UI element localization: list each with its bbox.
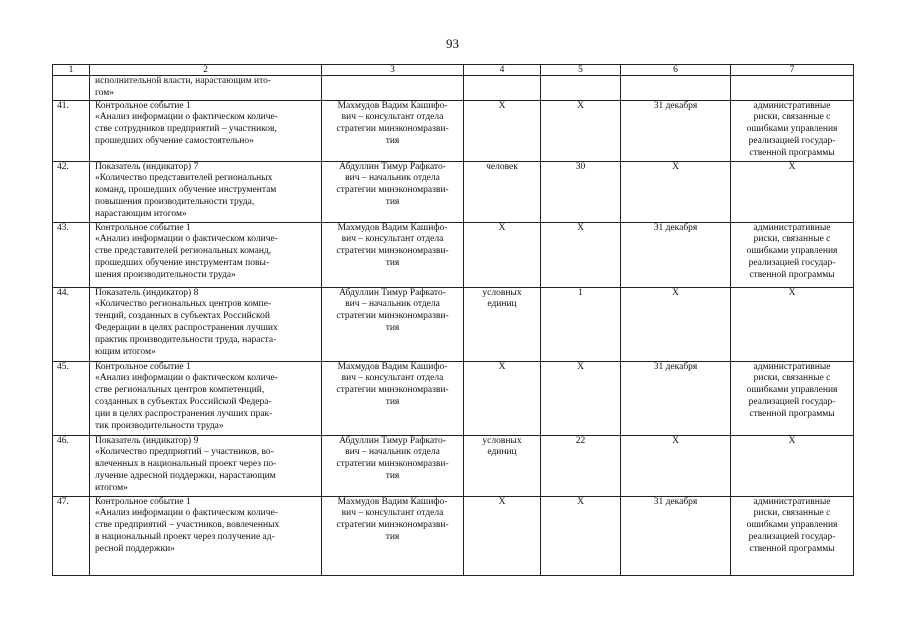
- date-cell: 31 декабря: [621, 100, 731, 161]
- risk-cell: X: [731, 435, 854, 496]
- unit-cell: X: [464, 100, 541, 161]
- event-description: Показатель (индикатор) 7 «Количество представителей региональных команд, прошедших обучение инструментам повышения производительности труда, нарастающим итогом»: [90, 161, 322, 222]
- responsible-person: Махмудов Вадим Кашифо- вич – консультант отдела стратегии минэкономразви- тия: [322, 496, 464, 575]
- row-number: 41.: [53, 100, 90, 161]
- plan-table: [52, 64, 854, 576]
- unit-cell: условных единиц: [464, 287, 541, 361]
- unit-cell: условных единиц: [464, 435, 541, 496]
- unit-cell: X: [464, 361, 541, 435]
- date-cell: X: [621, 287, 731, 361]
- value-cell: X: [541, 361, 621, 435]
- table-row: [53, 435, 854, 496]
- column-number: 3: [322, 65, 464, 76]
- date-cell: X: [621, 435, 731, 496]
- event-description: Показатель (индикатор) 9 «Количество предприятий – участников, во- влеченных в национальный проект через по- лучение адресной поддержки, нарастающим итогом»: [90, 435, 322, 496]
- risk-cell: X: [731, 287, 854, 361]
- row-number: 44.: [53, 287, 90, 361]
- value-cell: 30: [541, 161, 621, 222]
- responsible-person: Абдуллин Тимур Рафкато- вич – начальник отдела стратегии минэкономразви- тия: [322, 287, 464, 361]
- table-row: [53, 361, 854, 435]
- row-number: 45.: [53, 361, 90, 435]
- column-number: 6: [621, 65, 731, 76]
- column-number: 7: [731, 65, 854, 76]
- responsible-person: Махмудов Вадим Кашифо- вич – консультант отдела стратегии минэкономразви- тия: [322, 100, 464, 161]
- table-row: [53, 100, 854, 161]
- column-number-row: [53, 65, 854, 76]
- row-number: 42.: [53, 161, 90, 222]
- value-cell: 22: [541, 435, 621, 496]
- responsible-person: Абдуллин Тимур Рафкато- вич – начальник отдела стратегии минэкономразви- тия: [322, 161, 464, 222]
- column-number: 5: [541, 65, 621, 76]
- value-cell: X: [541, 100, 621, 161]
- table-row: [53, 287, 854, 361]
- event-description: Контрольное событие 1 «Анализ информации о фактическом количе- стве региональных центров компетенций, созданных в субъектах Российской Федера- ции в целях распространения лучших прак- тик производительности труда»: [90, 361, 322, 435]
- table-row: [53, 222, 854, 287]
- table-row: [53, 496, 854, 575]
- event-description: Контрольное событие 1 «Анализ информации о фактическом количе- стве предприятий – участников, вовлеченных в национальный проект через получение ад- ресной поддержки»: [90, 496, 322, 575]
- risk-cell: X: [731, 161, 854, 222]
- responsible-person: Махмудов Вадим Кашифо- вич – консультант отдела стратегии минэкономразви- тия: [322, 222, 464, 287]
- event-description: Контрольное событие 1 «Анализ информации о фактическом количе- стве сотрудников предприятий – участников, прошедших обучение самостоятельно»: [90, 100, 322, 161]
- risk-cell: административные риски, связанные с ошибками управления реализацией государ- ственной программы: [731, 361, 854, 435]
- value-cell: X: [541, 222, 621, 287]
- date-cell: 31 декабря: [621, 361, 731, 435]
- row-number: 43.: [53, 222, 90, 287]
- row-number: 47.: [53, 496, 90, 575]
- table-row: [53, 161, 854, 222]
- unit-cell: человек: [464, 161, 541, 222]
- continuation-row: [53, 76, 854, 101]
- value-cell: X: [541, 496, 621, 575]
- column-number: 4: [464, 65, 541, 76]
- event-description: Показатель (индикатор) 8 «Количество региональных центров компе- тенций, созданных в субъектах Российской Федерации в целях распространения лучших практик производительности труда, нараста- ющим итогом»: [90, 287, 322, 361]
- risk-cell: административные риски, связанные с ошибками управления реализацией государ- ственной программы: [731, 100, 854, 161]
- column-number: 2: [90, 65, 322, 76]
- continuation-text: исполнительной власти, нарастающим ито- гом»: [90, 76, 322, 101]
- unit-cell: X: [464, 496, 541, 575]
- risk-cell: административные риски, связанные с ошибками управления реализацией государ- ственной программы: [731, 496, 854, 575]
- risk-cell: административные риски, связанные с ошибками управления реализацией государ- ственной программы: [731, 222, 854, 287]
- date-cell: X: [621, 161, 731, 222]
- date-cell: 31 декабря: [621, 222, 731, 287]
- responsible-person: Махмудов Вадим Кашифо- вич – консультант отдела стратегии минэкономразви- тия: [322, 361, 464, 435]
- event-description: Контрольное событие 1 «Анализ информации о фактическом количе- стве представителей региональных команд, прошедших обучение инструментам повы- шения производительности труда»: [90, 222, 322, 287]
- column-number: 1: [53, 65, 90, 76]
- value-cell: 1: [541, 287, 621, 361]
- date-cell: 31 декабря: [621, 496, 731, 575]
- row-number: 46.: [53, 435, 90, 496]
- unit-cell: X: [464, 222, 541, 287]
- page-number: 93: [446, 36, 459, 51]
- responsible-person: Абдуллин Тимур Рафкато- вич – начальник отдела стратегии минэкономразви- тия: [322, 435, 464, 496]
